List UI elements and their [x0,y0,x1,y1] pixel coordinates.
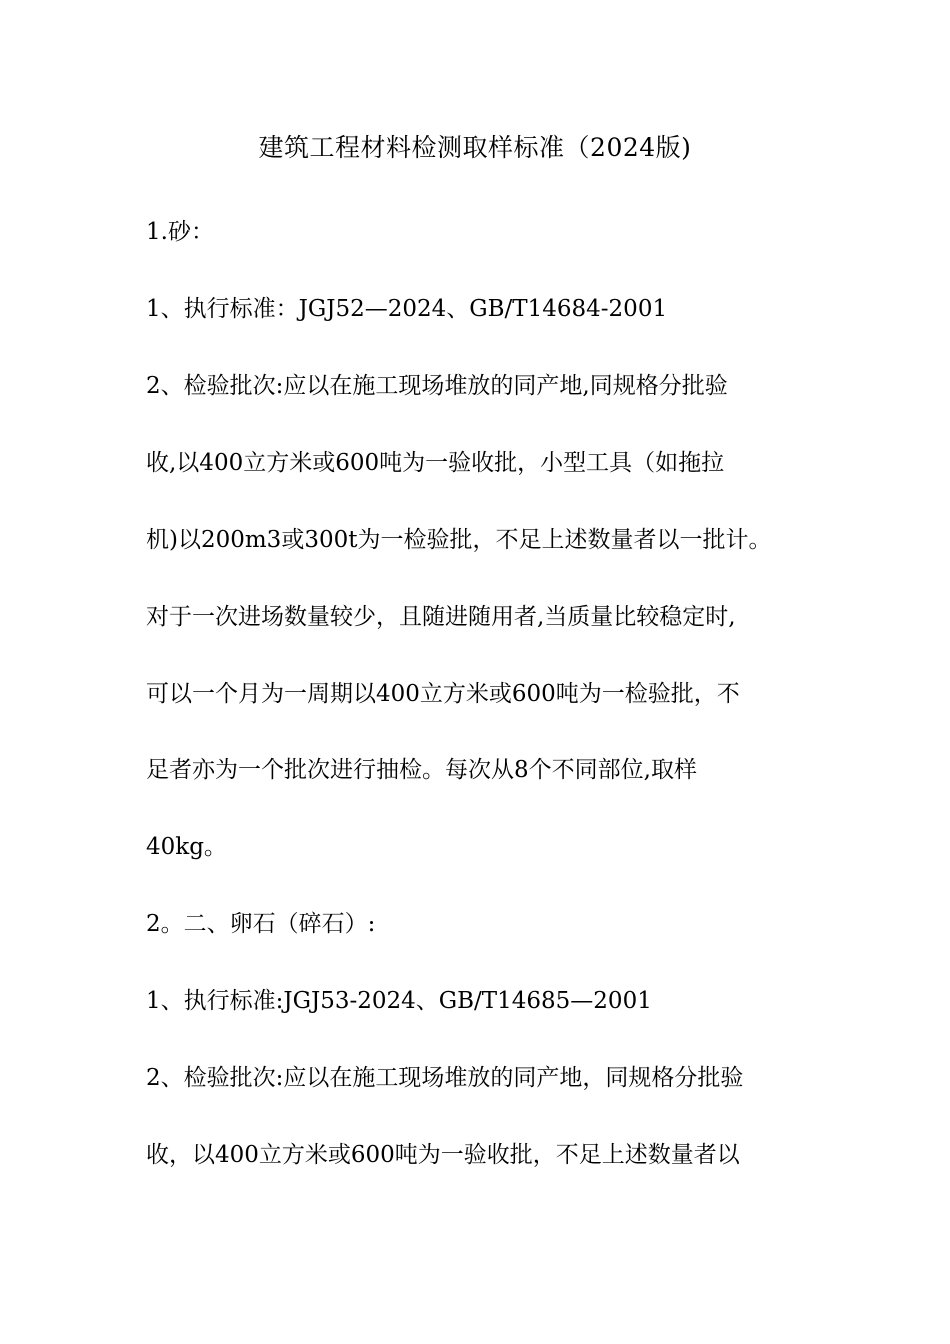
paragraph-line: 可以一个月为一周期以400立方米或600吨为一检验批，不 [146,681,740,707]
document-title: 建筑工程材料检测取样标准（2024版) [258,133,692,162]
paragraph-line: 2、检验批次:应以在施工现场堆放的同产地,同规格分批验 [146,373,728,399]
paragraph-line: 收,以400立方米或600吨为一验收批，小型工具（如拖拉 [146,450,725,476]
section-heading-sand: 1.砂： [146,219,214,245]
paragraph-line: 40kg。 [146,834,227,860]
paragraph-line: 机)以200m3或300t为一检验批，不足上述数量者以一批计。 [146,527,772,553]
paragraph-line: 对于一次进场数量较少，且随进随用者,当质量比较稳定时, [146,604,736,630]
paragraph-line: 足者亦为一个批次进行抽检。每次从8个不同部位,取样 [146,757,697,783]
paragraph-line: 1、执行标准：JGJ52—2024、GB/T14684-2001 [146,296,668,322]
paragraph-line: 2、检验批次:应以在施工现场堆放的同产地，同规格分批验 [146,1065,744,1091]
paragraph-line: 1、执行标准:JGJ53-2024、GB/T14685—2001 [146,988,652,1014]
section-heading-gravel: 2。二、卵石（碎石）: [146,911,376,937]
paragraph-line: 收，以400立方米或600吨为一验收批，不足上述数量者以 [146,1142,740,1168]
